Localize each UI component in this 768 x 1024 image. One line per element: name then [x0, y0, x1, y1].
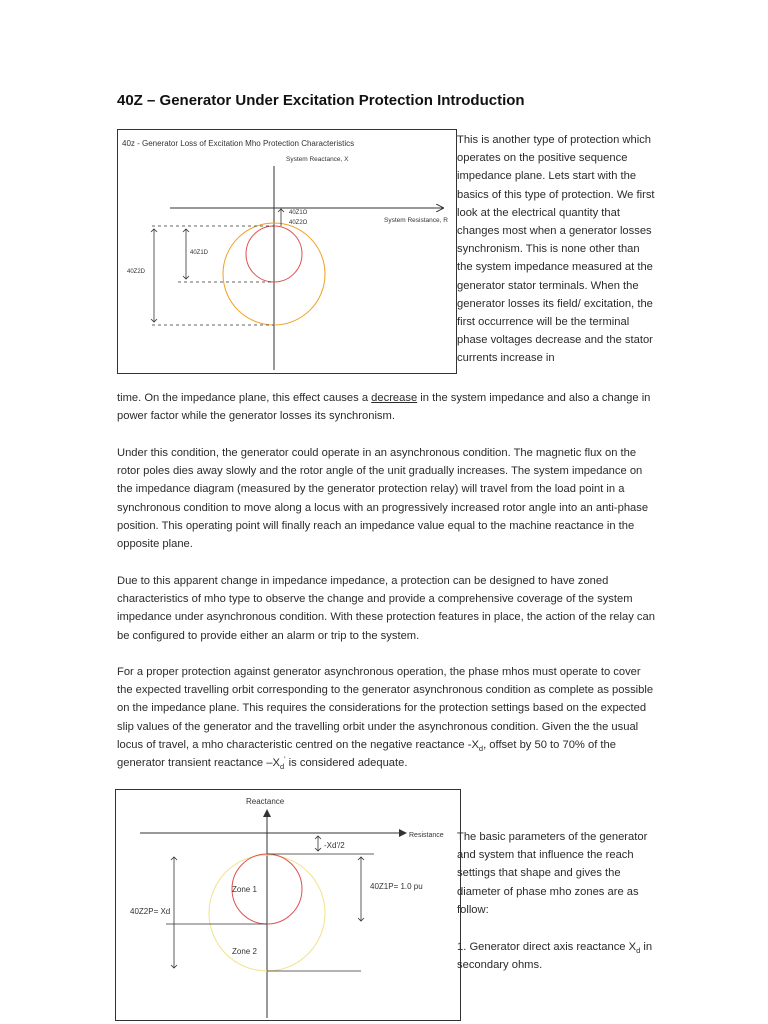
figure2-y-axis-label: Reactance	[246, 797, 285, 806]
label-40z2p: 40Z2P= Xd	[130, 907, 171, 916]
offset-label: -Xd'/2	[324, 841, 345, 850]
zone2-label: Zone 2	[232, 947, 257, 956]
proper-text-2: , offset by 50 to 70% of the generator transient reactance –X	[117, 738, 616, 770]
list-item-1-tail: in secondary ohms.	[457, 941, 653, 972]
protection-settings-paragraph	[117, 663, 657, 772]
label-40z2d: 40Z2D	[127, 269, 146, 275]
figure1-y-axis-label: System Reactance, X	[286, 156, 349, 163]
basic-parameters-paragraph: The basic parameters of the generator and system that influence the reach settings that shape and gives the diameter of phase mho zones are as follow:	[457, 831, 648, 916]
asynchronous-condition-paragraph: Under this condition, the generator could operate in an asynchronous condition. The magnetic flux on the rotor poles dies away slowly and the rotor angle of the unit gradually increases. The system impedance on the impedance diagram (measured by the generator protection relay) will travel from the load point in a synchronous condition to move along a locus with an progressively increased rotor angle into an anti-phase position. This operating point will finally reach an impedance value equal to the machine reactance in the opposite plane.	[117, 447, 649, 551]
label-40z1p: 40Z1P= 1.0 pu	[370, 882, 423, 891]
figure2-x-axis-label: Resistance	[409, 832, 444, 839]
intro-paragraph-continued	[117, 389, 657, 425]
intro-cont-text: time. On the impedance plane, this effect causes a	[117, 392, 372, 404]
list-item-1-text: 1. Generator direct axis reactance X	[457, 941, 637, 953]
page-title: 40Z – Generator Under Excitation Protection Introduction	[117, 92, 525, 109]
prime-superscript: '	[284, 754, 286, 764]
mho-diagram	[118, 130, 456, 373]
list-item-1	[457, 938, 657, 974]
xd-prime-subscript: d	[279, 762, 285, 772]
zone-diagram	[116, 790, 460, 1020]
proper-text-3: is considered adequate.	[285, 757, 408, 770]
figure1-x-axis-label: System Resistance, R	[384, 217, 448, 224]
proper-text-1: For a proper protection against generator asynchronous operation, the phase mhos must operate to cover the expected travelling orbit corresponding to the generator asynchronous condition as complete as possible on the impedance plane. This requires the considerations for the protection settings based on the expected slip values of the generator and the travelling orbit under the asynchronous condition. Given the the usual locus of travel, a mho characteristic centred on the negative reactance -X	[117, 666, 654, 751]
intro-after-text: in the system impedance and also a change in power factor while the generator losses its synchronism.	[117, 392, 651, 423]
label-40z1d: 40Z1D	[190, 250, 209, 256]
label-40z2o: 40Z2O	[289, 220, 308, 226]
xd-subscript: d	[636, 946, 641, 956]
zone1-label: Zone 1	[232, 885, 257, 894]
decrease-link[interactable]: decrease	[371, 392, 418, 404]
mho-zone-paragraph: Due to this apparent change in impedance impedance, a protection can be designed to have zoned characteristics of mho type to observe the change and provide a comprehensive coverage of the system impedance under asynchronous condition. With these protection features in place, the action of the relay can be configured to provide either an alarm or trip to the system.	[117, 575, 655, 642]
figure1-title: 40z - Generator Loss of Excitation Mho Protection Characteristics	[122, 139, 355, 148]
label-40z1o: 40Z1O	[289, 210, 308, 216]
intro-paragraph: This is another type of protection which operates on the positive sequence impedance plane. Lets start with the basics of this type of protection. We first look at the electrical quantity that changes most when a generator losses synchronism. This is none other than the system impedance measured at the generator stator terminals. When the generator losses its field/ excitation, the first occurrence will be the terminal phase voltages decrease and the stator currents increase in	[457, 134, 655, 365]
xd-subscript: d	[478, 744, 484, 754]
mho-characteristics-figure	[117, 129, 457, 374]
zone-reach-figure	[115, 789, 461, 1021]
